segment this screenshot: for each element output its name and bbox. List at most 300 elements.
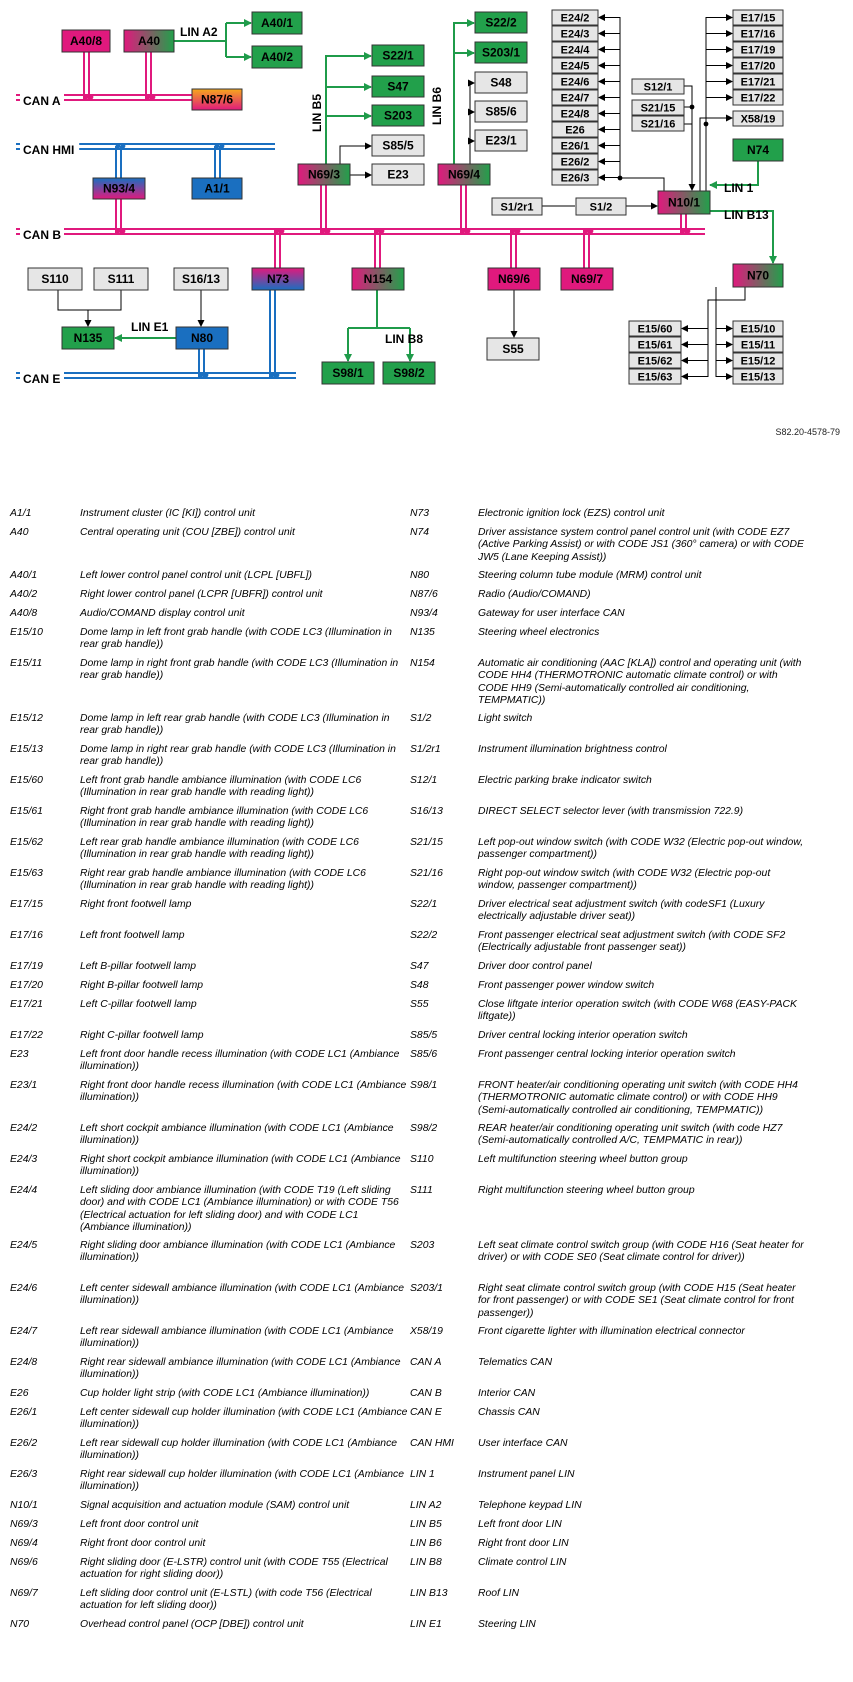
component-s12-1 <box>632 79 684 94</box>
legend-desc: Front passenger electrical seat adjustment switch (with CODE SF2 (Electrically adjustable front passenger seat)) <box>478 930 786 954</box>
legend-code: S22/2 <box>410 930 438 941</box>
component-label-s16-13: S16/13 <box>181 272 221 286</box>
component-s22-1 <box>372 45 424 66</box>
legend-code: S21/16 <box>410 868 443 879</box>
legend-desc: Right front door control unit <box>80 1538 206 1549</box>
component-s203 <box>372 105 424 126</box>
legend-row <box>410 1123 476 1135</box>
component-s48 <box>475 72 527 93</box>
legend-desc: Right pop-out window switch (with CODE W32 (Electric pop-out window, passenger compartment)) <box>478 868 771 892</box>
legend-code: E17/22 <box>10 1030 43 1041</box>
legend-row <box>10 608 76 620</box>
component-label-e15-60: E15/60 <box>637 323 673 336</box>
legend-code: E24/7 <box>10 1326 38 1337</box>
component-label-n10-1: N10/1 <box>667 195 701 210</box>
component-label-n135: N135 <box>73 331 103 345</box>
legend-code: N69/3 <box>10 1519 38 1530</box>
component-label-s110: S110 <box>41 272 69 286</box>
legend-code: S47 <box>410 961 429 972</box>
legend-desc: Right rear grab handle ambiance illumination (with CODE LC6 (Illumination in rear grab handle with reading light)) <box>80 868 366 892</box>
component-label-e15-11: E15/11 <box>740 339 776 352</box>
legend-desc: Instrument panel LIN <box>478 1469 575 1480</box>
legend-code: LIN B6 <box>410 1538 442 1549</box>
legend-row <box>410 1388 476 1400</box>
legend-row <box>410 508 476 520</box>
component-label-n69-6: N69/6 <box>497 272 531 286</box>
component-e17-20 <box>733 58 783 73</box>
component-label-n69-4: N69/4 <box>447 167 481 182</box>
component-e24-4 <box>552 42 598 57</box>
legend-desc: Left lower control panel control unit (LCPL [UBFL]) <box>80 570 312 581</box>
lin-1-label: LIN 1 <box>724 181 754 195</box>
legend-desc: Climate control LIN <box>478 1557 567 1568</box>
legend-row <box>10 527 76 539</box>
component-label-e24-8: E24/8 <box>560 108 590 121</box>
component-label-a1-1: A1/1 <box>204 181 230 196</box>
legend-desc: Left pop-out window switch (with CODE W32 (Electric pop-out window, passenger compartment)) <box>478 837 804 861</box>
component-n87-6 <box>192 89 242 110</box>
component-label-s85-6: S85/6 <box>485 104 517 119</box>
can-hmi-label: CAN HMI <box>23 143 75 157</box>
legend-code: N135 <box>410 627 435 638</box>
component-label-e15-62: E15/62 <box>637 355 673 368</box>
legend-row <box>410 961 476 973</box>
legend-row <box>410 1326 476 1338</box>
legend-desc: Left front grab handle ambiance illumination (with CODE LC6 (Illumination in rear grab handle with reading light)) <box>80 775 362 799</box>
legend-row <box>10 1557 76 1569</box>
legend-desc: Driver electrical seat adjustment switch (with codeSF1 (Luxury electrically adjustable driver seat)) <box>478 899 765 923</box>
component-label-s1-2r1: S1/2r1 <box>500 201 534 214</box>
legend-desc: Automatic air conditioning (AAC [KLA]) control and operating unit (with CODE HH4 (THERMOTRONIC automatic climate control) or with CODE HH9 (Semi-automatically controlled air conditioning, TEMPMATIC)) <box>478 658 802 707</box>
component-s47 <box>372 76 424 97</box>
component-e17-16 <box>733 26 783 41</box>
component-label-e17-16: E17/16 <box>740 28 776 41</box>
legend-desc: Steering wheel electronics <box>478 627 600 638</box>
legend-row <box>10 806 76 818</box>
component-e17-19 <box>733 42 783 57</box>
component-label-n69-7: N69/7 <box>570 272 604 286</box>
legend-code: E17/21 <box>10 999 43 1010</box>
component-s1-2r1 <box>492 198 542 215</box>
legend-code: LIN B13 <box>410 1588 448 1599</box>
component-e24-3 <box>552 26 598 41</box>
legend-row <box>10 775 76 787</box>
legend-row <box>10 713 76 725</box>
legend-desc: Gateway for user interface CAN <box>478 608 625 619</box>
component-s55 <box>487 338 539 360</box>
legend-code: E15/63 <box>10 868 43 879</box>
component-e15-11 <box>733 337 783 352</box>
lin-e1-label: LIN E1 <box>131 320 169 334</box>
legend-desc: Left front door handle recess illumination (with CODE LC1 (Ambiance illumination)) <box>80 1049 400 1073</box>
component-s21-16 <box>632 116 684 131</box>
figure-reference: S82.20-4578-79 <box>775 427 840 437</box>
legend-desc: Driver central locking interior operation switch <box>478 1030 688 1041</box>
component-label-e17-21: E17/21 <box>740 76 776 89</box>
legend-row <box>10 980 76 992</box>
legend-code: N73 <box>410 508 430 519</box>
legend-desc: Right rear sidewall cup holder illumination (with CODE LC1 (Ambiance illumination)) <box>80 1469 404 1493</box>
legend-row <box>410 1438 476 1450</box>
legend-code: S111 <box>410 1185 433 1196</box>
legend-desc: Light switch <box>478 713 533 724</box>
legend-code: E24/2 <box>10 1123 38 1134</box>
legend-code: E17/16 <box>10 930 43 941</box>
component-label-n70: N70 <box>746 268 770 283</box>
legend-desc: Steering LIN <box>478 1619 536 1630</box>
legend-row <box>410 1557 476 1569</box>
legend-desc: Left center sidewall cup holder illumination (with CODE LC1 (Ambiance illumination)) <box>80 1407 408 1431</box>
legend-code: E24/4 <box>10 1185 38 1196</box>
component-a40-2 <box>252 46 302 68</box>
component-e26-1 <box>552 138 598 153</box>
component-a40-1 <box>252 12 302 34</box>
legend-code: E26 <box>10 1388 29 1399</box>
component-e26-2 <box>552 154 598 169</box>
legend-code: LIN E1 <box>410 1619 442 1630</box>
legend-code: LIN A2 <box>410 1500 442 1511</box>
component-label-s98-2: S98/2 <box>393 366 425 380</box>
legend-row <box>10 899 76 911</box>
legend-code: S203 <box>410 1240 435 1251</box>
component-label-s203: S203 <box>383 108 413 123</box>
component-s111 <box>94 268 148 290</box>
legend-desc: Front passenger power window switch <box>478 980 655 991</box>
legend-desc: Close liftgate interior operation switch (with CODE W68 (EASY-PACK liftgate)) <box>478 999 797 1023</box>
legend-code: E26/3 <box>10 1469 38 1480</box>
component-n69-4 <box>438 164 490 185</box>
legend-code: S21/15 <box>410 837 443 848</box>
component-e24-7 <box>552 90 598 105</box>
component-s98-1 <box>322 362 374 384</box>
legend-desc: Interior CAN <box>478 1388 536 1399</box>
component-label-e23-1: E23/1 <box>485 133 517 148</box>
component-e17-22 <box>733 90 783 105</box>
legend-code: LIN B5 <box>410 1519 442 1530</box>
legend-row <box>410 1538 476 1550</box>
legend-row <box>10 868 76 880</box>
component-e24-8 <box>552 106 598 121</box>
legend-code: N70 <box>10 1619 30 1630</box>
legend-desc: Central operating unit (COU [ZBE]) control unit <box>80 527 295 538</box>
junction-dot <box>690 105 695 110</box>
legend-desc: Instrument cluster (IC [KI]) control unit <box>80 508 255 519</box>
component-label-e24-4: E24/4 <box>560 44 590 57</box>
legend-desc: FRONT heater/air conditioning operating unit switch (with CODE HH4 (THERMOTRONIC automatic climate control) or with CODE HH9 (Semi-automatically controlled air conditioning, TEMPMATIC)) <box>478 1080 798 1116</box>
legend-code: S16/13 <box>410 806 443 817</box>
legend-row <box>10 837 76 849</box>
legend-desc: Right short cockpit ambiance illumination (with CODE LC1 (Ambiance illumination)) <box>80 1154 401 1178</box>
component-s203-1 <box>475 42 527 63</box>
legend-row <box>10 1388 76 1400</box>
legend-row <box>10 589 76 601</box>
legend-row <box>410 608 476 620</box>
n69-3-s85-5 <box>340 146 371 164</box>
component-label-e26-1: E26/1 <box>560 140 590 153</box>
component-label-n93-4: N93/4 <box>102 181 136 196</box>
legend-code: S110 <box>410 1154 434 1165</box>
component-label-e15-61: E15/61 <box>637 339 673 352</box>
legend-row <box>10 1123 76 1135</box>
component-label-e17-19: E17/19 <box>740 44 776 57</box>
legend-code: CAN E <box>410 1407 442 1418</box>
legend-desc: Right front door LIN <box>478 1538 569 1549</box>
legend-desc: Driver door control panel <box>478 961 592 972</box>
can-e-label: CAN E <box>23 372 61 386</box>
legend-desc: Left front door control unit <box>80 1519 199 1530</box>
legend-desc: Telematics CAN <box>478 1357 553 1368</box>
legend-code: E15/61 <box>10 806 43 817</box>
component-n69-6 <box>488 268 540 290</box>
legend-desc: Front cigarette lighter with illumination electrical connector <box>478 1326 745 1337</box>
legend-desc: Dome lamp in right rear grab handle (with CODE LC3 (Illumination in rear grab handle)) <box>80 744 396 768</box>
legend-row <box>10 658 76 670</box>
component-n135 <box>62 327 114 349</box>
legend-row <box>10 744 76 756</box>
junction-dot <box>704 122 709 127</box>
legend-row <box>10 1240 76 1252</box>
legend-code: N154 <box>410 658 435 669</box>
legend-row <box>410 713 476 725</box>
legend-row <box>410 1154 476 1166</box>
legend-code: N69/7 <box>10 1588 38 1599</box>
component-x58-19 <box>733 111 783 126</box>
lin-b8-label: LIN B8 <box>385 332 424 346</box>
legend-desc: Right front footwell lamp <box>80 899 192 910</box>
legend-code: E26/1 <box>10 1407 38 1418</box>
component-label-e15-63: E15/63 <box>637 371 673 384</box>
legend-code: N69/6 <box>10 1557 38 1568</box>
legend-row <box>410 868 476 880</box>
legend-row <box>410 1469 476 1481</box>
component-label-s98-1: S98/1 <box>332 366 364 380</box>
legend-row <box>10 1283 76 1295</box>
component-label-s21-15: S21/15 <box>640 102 676 115</box>
network-topology-diagram <box>0 0 853 430</box>
component-label-e26: E26 <box>565 124 585 137</box>
component-label-a40-2: A40/2 <box>260 50 294 64</box>
legend-row <box>10 1407 76 1419</box>
legend-code: E17/19 <box>10 961 43 972</box>
legend-desc: Left seat climate control switch group (with CODE H16 (Seat heater for driver) or with CODE SE0 (Seat climate control for driver)) <box>478 1240 804 1264</box>
legend-desc: Left B-pillar footwell lamp <box>80 961 197 972</box>
legend-code: A40 <box>10 527 29 538</box>
legend-row <box>10 1469 76 1481</box>
legend-desc: Right front door handle recess illumination (with CODE LC1 (Ambiance illumination)) <box>80 1080 407 1104</box>
legend-row <box>10 1049 76 1061</box>
component-s110 <box>28 268 82 290</box>
legend-row <box>10 930 76 942</box>
legend-code: E15/10 <box>10 627 43 638</box>
legend-desc: Left front footwell lamp <box>80 930 185 941</box>
component-label-e17-22: E17/22 <box>740 92 776 105</box>
legend-desc: Right multifunction steering wheel button group <box>478 1185 695 1196</box>
component-label-s48: S48 <box>490 75 512 90</box>
component-e24-2 <box>552 10 598 25</box>
legend-desc: Dome lamp in left front grab handle (with CODE LC3 (Illumination in rear grab handle)) <box>80 627 392 651</box>
component-label-e26-3: E26/3 <box>560 172 590 185</box>
component-label-s111: S111 <box>107 272 135 286</box>
legend-code: S203/1 <box>410 1283 443 1294</box>
component-label-s47: S47 <box>387 79 409 94</box>
component-e24-5 <box>552 58 598 73</box>
component-e15-60 <box>629 321 681 336</box>
legend-row <box>410 570 476 582</box>
legend-code: N69/4 <box>10 1538 38 1549</box>
legend-code: X58/19 <box>410 1326 443 1337</box>
component-label-e24-2: E24/2 <box>560 12 590 25</box>
component-n74 <box>733 139 783 161</box>
legend-row <box>10 1080 76 1092</box>
legend-row <box>410 1619 476 1631</box>
component-n93-4 <box>93 178 145 199</box>
component-e23 <box>372 164 424 185</box>
legend-row <box>10 1538 76 1550</box>
legend-desc: Left rear sidewall ambiance illumination (with CODE LC1 (Ambiance illumination)) <box>80 1326 394 1350</box>
legend-desc: Right lower control panel (LCPR [UBFR]) control unit <box>80 589 323 600</box>
legend-row <box>10 1519 76 1531</box>
legend-desc: Steering column tube module (MRM) control unit <box>478 570 702 581</box>
legend-desc: Dome lamp in right front grab handle (with CODE LC3 (Illumination in rear grab handle)) <box>80 658 399 682</box>
legend-code: S85/6 <box>410 1049 438 1060</box>
legend-code: A40/1 <box>10 570 38 581</box>
legend-code: CAN B <box>410 1388 442 1399</box>
legend-row <box>10 961 76 973</box>
legend-row <box>410 1500 476 1512</box>
legend-desc: Left rear sidewall cup holder illumination (with CODE LC1 (Ambiance illumination)) <box>80 1438 398 1462</box>
component-label-e17-15: E17/15 <box>740 12 776 25</box>
legend-code: E24/8 <box>10 1357 38 1368</box>
component-e15-13 <box>733 369 783 384</box>
legend-code: S98/1 <box>410 1080 438 1091</box>
component-n73 <box>252 268 304 290</box>
component-s85-6 <box>475 101 527 122</box>
legend-row <box>10 508 76 520</box>
legend-code: E15/13 <box>10 744 43 755</box>
legend-row <box>410 1519 476 1531</box>
legend-desc: Chassis CAN <box>478 1407 540 1418</box>
component-s16-13 <box>174 268 228 290</box>
legend-desc: Left center sidewall ambiance illumination (with CODE LC1 (Ambiance illumination)) <box>80 1283 404 1307</box>
component-label-e17-20: E17/20 <box>740 60 776 73</box>
legend-code: E24/3 <box>10 1154 38 1165</box>
component-n154 <box>352 268 404 290</box>
component-label-a40-1: A40/1 <box>260 16 294 30</box>
component-label-s203-1: S203/1 <box>481 45 521 60</box>
component-label-n74: N74 <box>746 143 770 157</box>
legend-row <box>410 1240 476 1252</box>
component-label-x58-19: X58/19 <box>740 113 776 126</box>
lin-b5-label: LIN B5 <box>310 93 324 132</box>
legend-code: E26/2 <box>10 1438 38 1449</box>
component-e24-6 <box>552 74 598 89</box>
legend-desc: Dome lamp in left rear grab handle (with CODE LC3 (Illumination in rear grab handle)) <box>80 713 390 737</box>
legend-desc: Radio (Audio/COMAND) <box>478 589 591 600</box>
legend-row <box>410 658 476 670</box>
legend-desc: Right seat climate control switch group (with CODE H15 (Seat heater for front passenger) or with CODE SE1 (Seat climate control for front passenger)) <box>478 1283 796 1319</box>
legend-desc: Right rear sidewall ambiance illumination (with CODE LC1 (Ambiance illumination)) <box>80 1357 401 1381</box>
lin-a2-label: LIN A2 <box>180 25 218 39</box>
legend-desc: DIRECT SELECT selector lever (with transmission 722.9) <box>478 806 744 817</box>
legend-code: A1/1 <box>10 508 32 519</box>
component-a40-8 <box>62 30 110 52</box>
component-label-n87-6: N87/6 <box>200 92 234 107</box>
legend-desc: Left rear grab handle ambiance illumination (with CODE LC6 (Illumination in rear grab handle with reading light)) <box>80 837 359 861</box>
component-s1-2 <box>576 198 626 215</box>
legend-desc: Cup holder light strip (with CODE LC1 (Ambiance illumination)) <box>80 1388 370 1399</box>
legend-desc: Left multifunction steering wheel button group <box>478 1154 688 1165</box>
legend-desc: Left sliding door control unit (E-LSTL) (with code T56 (Electrical actuation for left sliding door)) <box>80 1588 372 1612</box>
legend-row <box>10 999 76 1011</box>
legend-row <box>410 1283 476 1295</box>
component-label-s22-2: S22/2 <box>485 15 517 30</box>
legend-code: E23 <box>10 1049 29 1060</box>
legend-row <box>410 837 476 849</box>
legend-code: S98/2 <box>410 1123 438 1134</box>
legend-desc: Electronic ignition lock (EZS) control unit <box>478 508 665 519</box>
component-label-e24-5: E24/5 <box>560 60 590 73</box>
component-e26-3 <box>552 170 598 185</box>
component-label-a40: A40 <box>137 34 161 48</box>
legend-row <box>10 1357 76 1369</box>
legend-desc: Audio/COMAND display control unit <box>80 608 245 619</box>
component-label-e24-7: E24/7 <box>560 92 590 105</box>
legend-row <box>10 1619 76 1631</box>
legend-row <box>10 1438 76 1450</box>
component-label-e15-10: E15/10 <box>740 323 776 336</box>
s48-wire <box>470 83 474 164</box>
legend-desc: Right sliding door (E-LSTR) control unit (with CODE T55 (Electrical actuation for right sliding door)) <box>80 1557 388 1581</box>
legend-row <box>410 775 476 787</box>
legend-row <box>410 1407 476 1419</box>
component-a40 <box>124 30 174 52</box>
component-n69-3 <box>298 164 350 185</box>
legend-code: LIN 1 <box>410 1469 435 1480</box>
legend-row <box>410 527 476 539</box>
legend-code: E24/6 <box>10 1283 38 1294</box>
legend-desc: Roof LIN <box>478 1588 520 1599</box>
legend-code: N80 <box>410 570 430 581</box>
component-e15-61 <box>629 337 681 352</box>
component-label-s12-1: S12/1 <box>643 81 673 94</box>
legend-row <box>10 1185 76 1197</box>
s110-s111-link <box>58 290 121 310</box>
component-n70 <box>733 264 783 287</box>
legend-code: S1/2 <box>410 713 432 724</box>
legend-desc: Driver assistance system control panel control unit (with CODE EZ7 (Active Parking Assist) or with CODE JS1 (360° camera) or with CODE JW5 (Lane Keeping Assist)) <box>478 527 804 563</box>
component-e15-10 <box>733 321 783 336</box>
legend-code: S55 <box>410 999 429 1010</box>
component-label-n154: N154 <box>363 272 393 286</box>
legend-desc: Left sliding door ambiance illumination (with CODE T19 (Left sliding door) and with CODE LC1 (Ambiance illumination) or with CODE T56 (Electrical actuation for left sliding door) and with CODE LC1 (Ambiance illumination)) <box>80 1185 399 1234</box>
component-label-e24-3: E24/3 <box>560 28 590 41</box>
legend-code: CAN A <box>410 1357 442 1368</box>
component-n69-7 <box>561 268 613 290</box>
component-e17-15 <box>733 10 783 25</box>
component-label-e15-13: E15/13 <box>740 371 776 384</box>
legend-code: E15/11 <box>10 658 43 669</box>
junction-dot <box>618 176 623 181</box>
legend-desc: Left short cockpit ambiance illumination (with CODE LC1 (Ambiance illumination)) <box>80 1123 394 1147</box>
legend-code: E23/1 <box>10 1080 38 1091</box>
legend-code: CAN HMI <box>410 1438 454 1449</box>
legend-desc: Telephone keypad LIN <box>478 1500 582 1511</box>
legend-row <box>10 570 76 582</box>
component-label-e15-12: E15/12 <box>740 355 776 368</box>
legend-code: E17/20 <box>10 980 43 991</box>
component-label-s22-1: S22/1 <box>382 48 414 63</box>
legend-row <box>410 744 476 756</box>
